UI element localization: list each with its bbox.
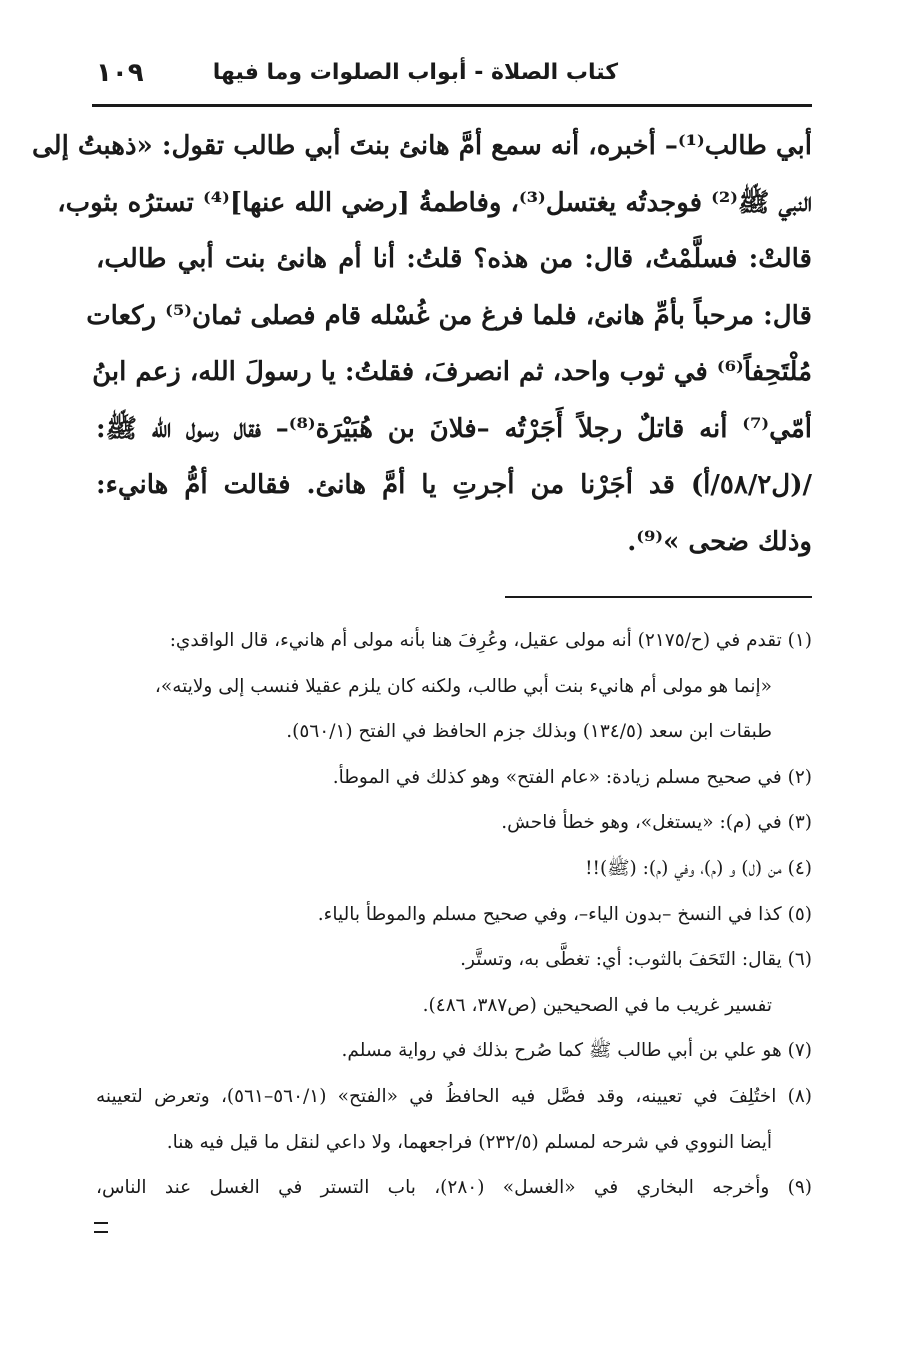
footnote-line: (٤) من (ل) و (م)، وفي (م): (ﷺ)!! — [585, 857, 812, 879]
main-text — [32, 118, 812, 570]
continuation-mark-icon — [94, 1222, 108, 1233]
footnotes — [96, 618, 812, 1211]
text-line: أبي طالب⁽¹⁾– أخبره، أنه سمع أمَّ هانئ بنتَ أبي طالب تقول: «ذهبتُ إلى — [32, 131, 812, 161]
footnote-divider — [505, 596, 812, 598]
text-line: النبي ﷺ⁽²⁾ فوجدتُه يغتسل⁽³⁾، وفاطمةُ [رضي الله عنها]⁽⁴⁾ تسترُه بثوب، — [57, 187, 812, 218]
footnote-line: تفسير غريب ما في الصحيحين (ص٣٨٧، ٤٨٦). — [422, 994, 772, 1016]
text-line: أمّي⁽⁷⁾ أنه قاتلٌ رجلاً أَجَرْتُه –فلانَ بن هُبَيْرَة⁽⁸⁾– فقال رسول الله ﷺ: — [96, 413, 812, 444]
footnote-line: (٨) اختُلِفَ في تعيينه، وقد فصَّل فيه الحافظُ في «الفتح» (٥٦٠/١–٥٦١)، وتعرض لتعيينه — [96, 1085, 812, 1107]
footnote-line: (٧) هو علي بن أبي طالب ﷺ كما صُرح بذلك في رواية مسلم. — [341, 1040, 812, 1062]
footnote-line: (٦) يقال: التَحَفَ بالثوب: أي: تغطَّى به، وتستَّر. — [460, 949, 812, 971]
footnote-line: (٩) وأخرجه البخاري في «الغسل» (٢٨٠)، باب التستر في الغسل عند الناس، — [96, 1177, 812, 1199]
text-line: قال: مرحباً بأمِّ هانئ، فلما فرغ من غُسْله قام فصلى ثمان⁽⁵⁾ ركعات — [86, 300, 812, 331]
footnote-line: (١) تقدم في (ح/٢١٧٥) أنه مولى عقيل، وعُرِفَ هنا بأنه مولى أم هانيء، قال الواقدي: — [169, 630, 812, 651]
footnote-line: «إنما هو مولى أم هانيء بنت أبي طالب، ولكنه كان يلزم عقيلا فنسب إلى ولايته»، — [154, 675, 772, 697]
running-header-title: كتاب الصلاة - أبواب الصلوات وما فيها — [212, 60, 618, 85]
text-line: /(ل٥٨/٢/أ) قد أجَرْنا من أجرتِ يا أمَّ هانئ. فقالت أمُّ هانيء: — [96, 470, 812, 500]
page-number: ١٠٩ — [96, 58, 144, 88]
text-line: مُلْتَحِفاً⁽⁶⁾ في ثوب واحد، ثم انصرفَ، فقلتُ: يا رسولَ الله، زعم ابنُ — [92, 357, 812, 387]
footnote-line: (٢) في صحيح مسلم زيادة: «عام الفتح» وهو كذلك في الموطأ. — [332, 766, 812, 788]
footnote-line: طبقات ابن سعد (١٣٤/٥) وبذلك جزم الحافظ في الفتح (٥٦٠/١). — [286, 721, 772, 743]
text-line: وذلك ضحى »⁽⁹⁾. — [627, 526, 812, 557]
footnote-line: أيضا النووي في شرحه لمسلم (٢٣٢/٥) فراجعهما، ولا داعي لنقل ما قيل فيه هنا. — [166, 1131, 772, 1153]
footnote-line: (٣) في (م): «يستغل»، وهو خطأ فاحش. — [501, 812, 812, 834]
text-line: قالتْ: فسلَّمْتُ، قال: من هذه؟ قلتُ: أنا أم هانئ بنت أبي طالب، — [96, 244, 812, 274]
header-divider — [92, 104, 812, 107]
footnote-line: (٥) كذا في النسخ –بدون الياء–، وفي صحيح مسلم والموطأ بالياء. — [317, 903, 812, 925]
